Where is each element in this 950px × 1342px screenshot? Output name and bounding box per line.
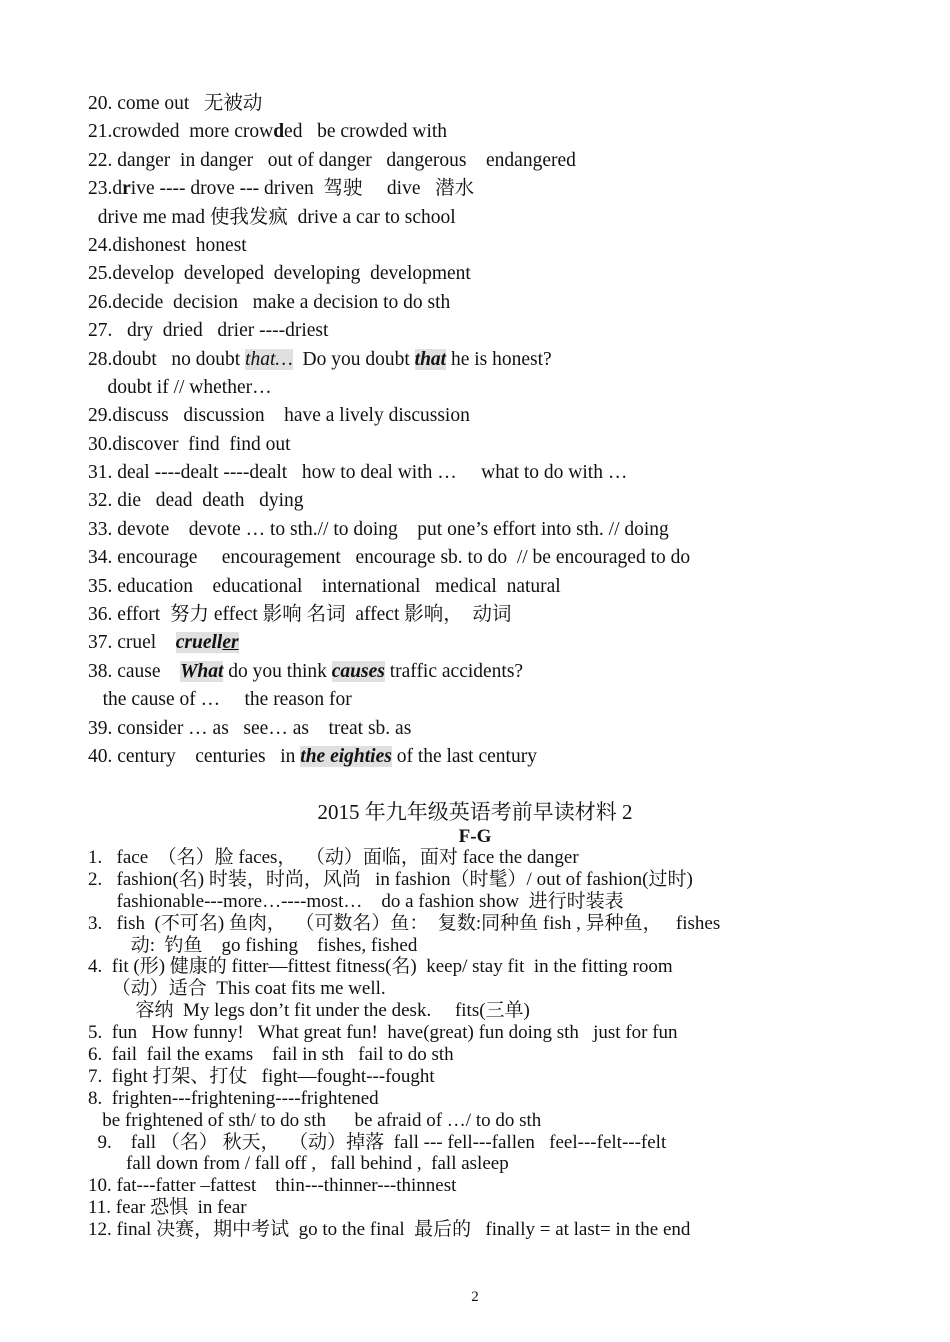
- list-item: 34. encourage encouragement encourage sb. to do // be encouraged to do: [88, 547, 691, 569]
- text-run: 21.crowded more crow: [88, 121, 274, 143]
- list-item: 20. come out 无被动: [88, 93, 263, 114]
- text-run: 40. century centuries in: [88, 745, 301, 767]
- page-number: 2: [471, 1289, 479, 1305]
- text-run: of the last century: [391, 745, 537, 767]
- highlighted-phrase: What: [180, 660, 224, 682]
- list-item: be frightened of sth/ to do sth be afraid of …/ to do sth: [88, 1109, 542, 1131]
- underlined-suffix: er: [222, 632, 239, 654]
- text-run: do you think: [223, 660, 332, 682]
- list-item: 9. fall （名） 秋天， （动）掉落 fall --- fell---fallen feel---felt---felt: [88, 1131, 667, 1153]
- text-run: 38. cause: [88, 660, 181, 682]
- bold-letter: d: [273, 121, 285, 143]
- list-item: doubt if // whether…: [88, 376, 272, 398]
- list-item: 6. fail fail the exams fail in sth fail to do sth: [88, 1044, 454, 1066]
- list-item: 12. final 决赛，期中考试 go to the final 最后的 finally = at last= in the end: [88, 1219, 691, 1241]
- highlighted-phrase: causes: [331, 660, 385, 682]
- list-item: fall down from / fall off , fall behind , fall asleep: [88, 1153, 509, 1175]
- list-item: 31. deal ----dealt ----dealt how to deal with … what to do with …: [88, 462, 628, 484]
- text-run: he is honest?: [446, 348, 552, 370]
- list-item: （动）适合 This coat fits me well.: [88, 978, 386, 1000]
- text-run: 37. cruel: [88, 632, 176, 654]
- highlighted-phrase: that: [414, 348, 447, 370]
- list-item: 10. fat---fatter –fattest thin---thinner---thinnest: [88, 1175, 457, 1197]
- vocab-list-section-1: [88, 90, 888, 771]
- text-run: 28.doubt no doubt: [88, 348, 246, 370]
- list-item: [88, 658, 888, 686]
- list-item: [88, 118, 888, 146]
- list-item: 26.decide decision make a decision to do sth: [88, 291, 451, 313]
- list-item: 33. devote devote … to sth.// to doing put one’s effort into sth. // doing: [88, 518, 669, 540]
- list-item: the cause of … the reason for: [88, 689, 352, 711]
- list-item: 35. education educational international medical natural: [88, 575, 561, 597]
- list-item: 5. fun How funny! What great fun! have(great) fun doing sth just for fun: [88, 1022, 678, 1044]
- list-item: 4. fit (形) 健康的 fitter—fittest fitness(名) keep/ stay fit in the fitting room: [88, 956, 673, 978]
- list-item: [88, 629, 888, 657]
- list-item: 1. face （名）脸 faces， （动）面临，面对 face the danger: [88, 847, 579, 868]
- list-item: [88, 175, 888, 203]
- list-item: 7. fight 打架、打仗 fight—fought---fought: [88, 1065, 435, 1087]
- list-item: 24.dishonest honest: [88, 234, 247, 256]
- text-run: ed be crowded with: [284, 121, 448, 143]
- section-subtitle: F-G: [458, 826, 492, 847]
- list-item: fashionable---more…----most… do a fashion show 进行时装表: [88, 890, 624, 912]
- text-run: ive ---- drove --- driven 驾驶 dive 潜水: [130, 178, 475, 200]
- text-run: Do you doubt: [292, 348, 415, 370]
- text-run: traffic accidents?: [384, 660, 524, 682]
- list-item: 30.discover find find out: [88, 433, 291, 455]
- list-item: 22. danger in danger out of danger dangerous endangered: [88, 149, 576, 171]
- list-item: 8. frighten---frightening----frightened: [88, 1087, 379, 1109]
- list-item: 动: 钓鱼 go fishing fishes, fished: [88, 934, 418, 956]
- list-item: 32. die dead death dying: [88, 490, 304, 512]
- vocab-list-section-2: [88, 847, 908, 1241]
- list-item: 3. fish (不可名) 鱼肉， （可数名）鱼： 复数:同种鱼 fish , 异种鱼， fishes: [88, 912, 721, 934]
- list-item: 29.discuss discussion have a lively discussion: [88, 405, 470, 427]
- list-item: 27. dry dried drier ----driest: [88, 320, 329, 342]
- list-item: [88, 346, 888, 374]
- highlighted-phrase: cruell: [175, 632, 223, 654]
- text-run: 23.d: [88, 178, 123, 200]
- list-item: drive me mad 使我发疯 drive a car to school: [88, 206, 456, 228]
- list-item: 11. fear 恐惧 in fear: [88, 1197, 247, 1219]
- bold-letter: r: [122, 178, 131, 200]
- list-item: 2. fashion(名) 时装，时尚，风尚 in fashion（时髦）/ out of fashion(过时): [88, 868, 693, 890]
- section-title: 2015 年九年级英语考前早读材料 2: [317, 800, 633, 824]
- highlighted-phrase: that…: [245, 348, 293, 370]
- list-item: 25.develop developed developing development: [88, 263, 471, 285]
- list-item: 36. effort 努力 effect 影响 名词 affect 影响， 动词: [88, 604, 512, 626]
- list-item: [88, 743, 888, 771]
- highlighted-phrase: the eighties: [300, 745, 392, 767]
- list-item: 39. consider … as see… as treat sb. as: [88, 717, 412, 739]
- list-item: 容纳 My legs don’t fit under the desk. fits(三单): [88, 1000, 530, 1022]
